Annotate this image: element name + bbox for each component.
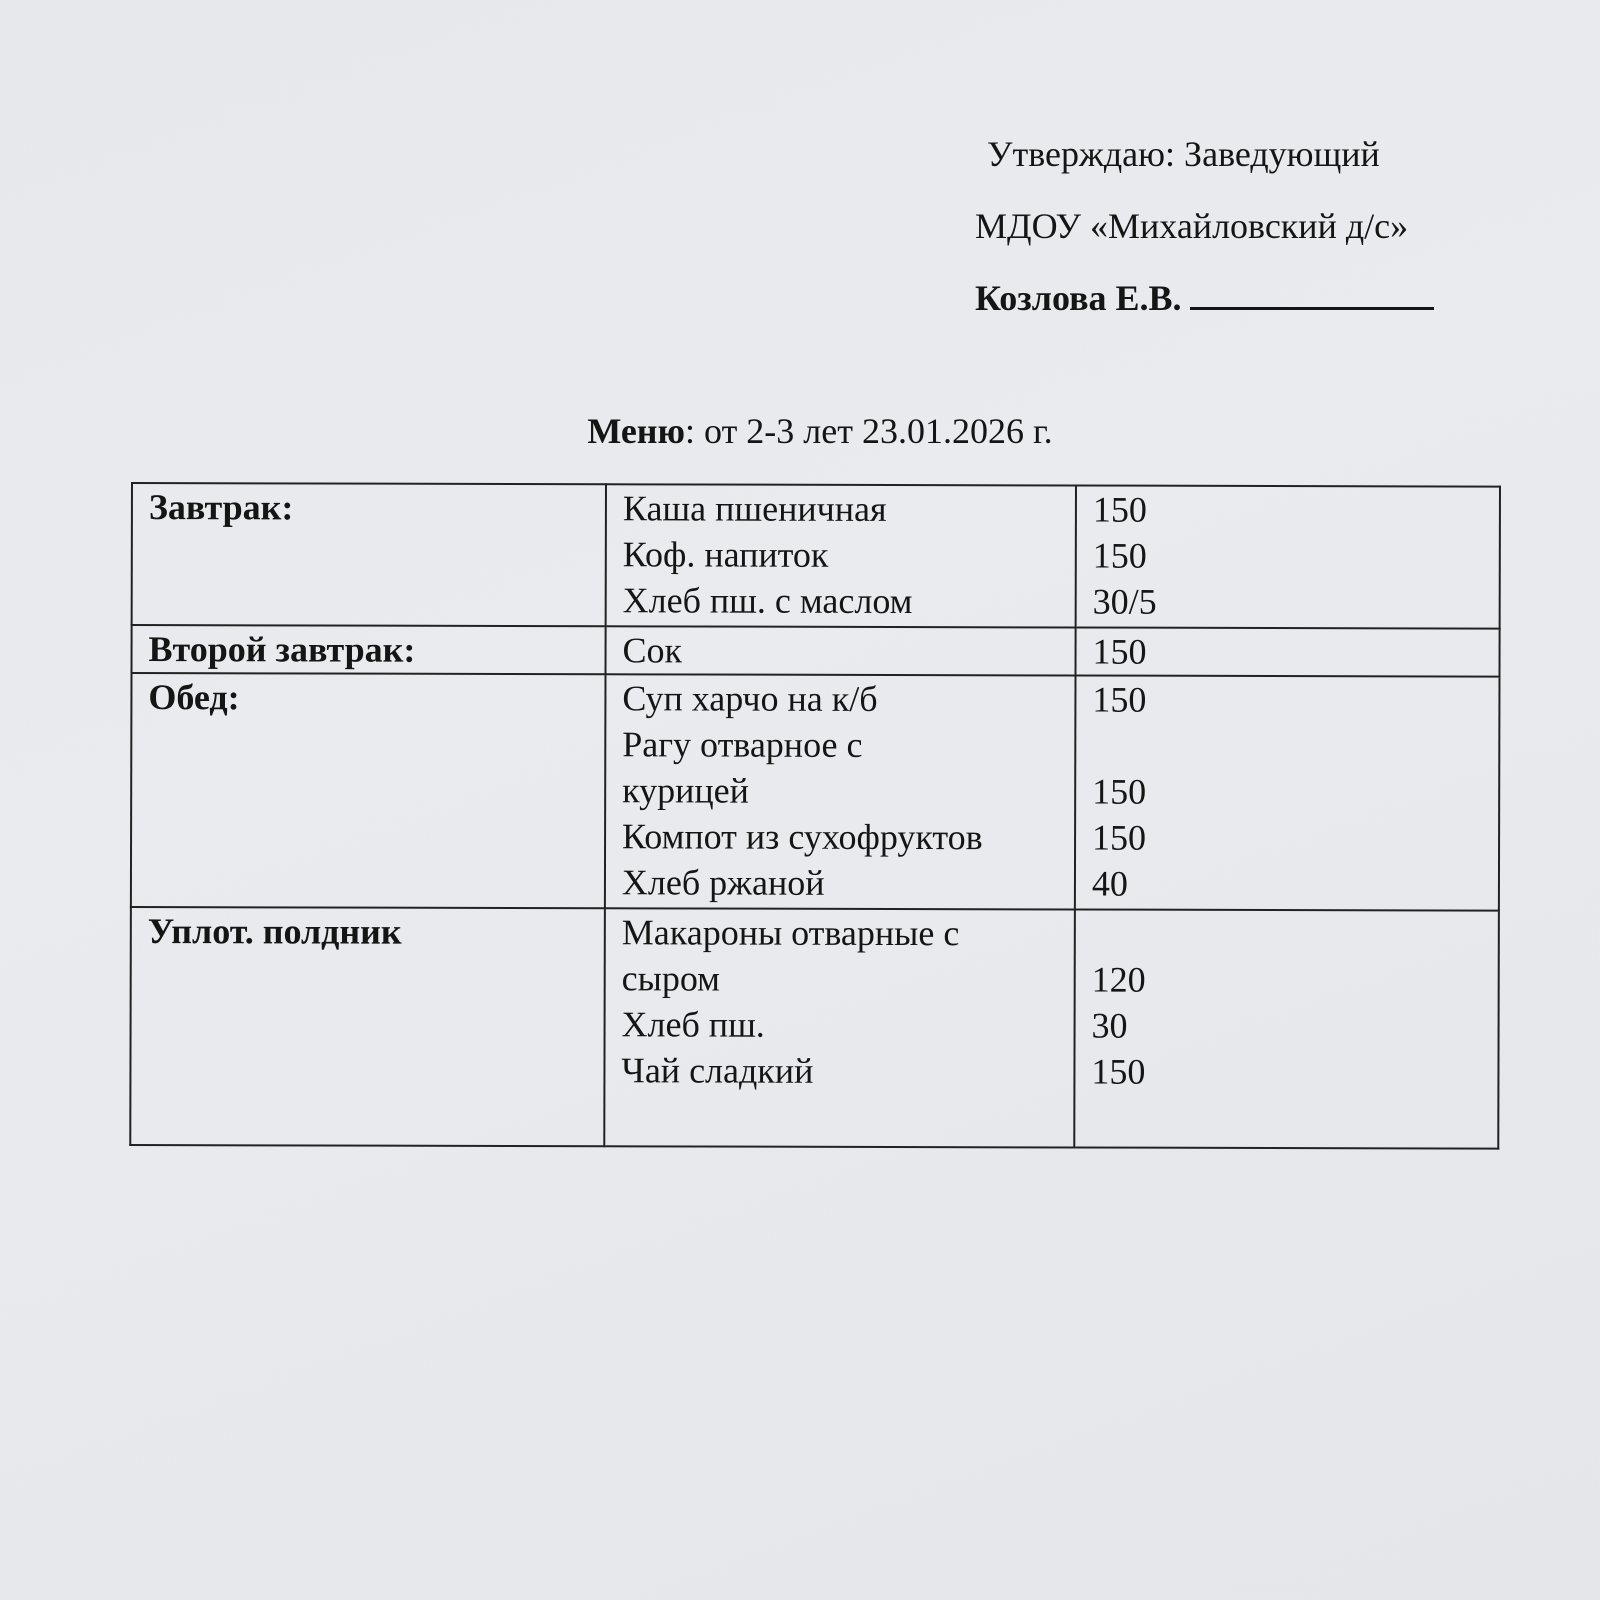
portion: 150: [1092, 771, 1147, 812]
portion: 150: [1091, 1051, 1146, 1092]
dish: Рагу отварное с: [622, 724, 863, 765]
dish: сыром: [621, 958, 721, 999]
dishes-cell: [605, 674, 1076, 909]
dish: Хлеб ржаной: [621, 862, 825, 903]
portion: 30: [1091, 1005, 1128, 1046]
dishes-cell: [606, 484, 1076, 627]
menu-title-label: Меню: [587, 411, 686, 451]
portion: 120: [1091, 959, 1146, 1000]
portion: 30/5: [1092, 581, 1157, 622]
table-row-second-breakfast: [131, 625, 1499, 677]
table-row-breakfast: [132, 483, 1500, 629]
meal-name: Завтрак:: [132, 483, 606, 626]
dish: курицей: [622, 770, 750, 811]
dish: Хлеб пш. с маслом: [622, 580, 913, 622]
portion: 40: [1091, 863, 1129, 904]
meal-name: Уплот. полдник: [130, 907, 605, 1146]
portions-cell: [1076, 485, 1500, 628]
portion: 150: [1092, 679, 1147, 720]
signatory-name: Козлова Е.В.: [975, 278, 1182, 318]
dish: Каша пшеничная: [622, 488, 887, 529]
dish: Суп харчо на к/б: [622, 678, 878, 719]
dish: Чай сладкий: [621, 1050, 814, 1091]
menu-table: [129, 482, 1501, 1150]
table-row-lunch: [131, 673, 1500, 911]
meal-name: Обед:: [131, 673, 606, 908]
dishes-cell: [604, 908, 1075, 1147]
portion: 150: [1092, 489, 1147, 530]
approval-signatory: [975, 262, 1495, 334]
menu-title-details: : от 2-3 лет 23.01.2026 г.: [685, 411, 1053, 451]
dishes-cell: [605, 626, 1075, 675]
portions-cell: [1075, 675, 1500, 910]
portion-spacer: [1092, 723, 1498, 770]
portion-spacer: [1092, 911, 1498, 958]
meal-name: Второй завтрак:: [131, 625, 605, 674]
approval-line-1: Утверждаю: Заведующий: [987, 134, 1380, 174]
table-row-snack: [130, 907, 1499, 1149]
signature-line: [1190, 279, 1434, 310]
portion: 150: [1092, 535, 1147, 576]
dish: Компот из сухофруктов: [622, 816, 983, 858]
approval-line-2: МДОУ «Михайловский д/с»: [975, 206, 1409, 246]
portion: 150: [1092, 817, 1147, 858]
dish: Макароны отварные с: [621, 912, 960, 954]
dish: Коф. напиток: [622, 534, 829, 575]
portions-cell: [1074, 909, 1499, 1148]
portions-cell: [1075, 627, 1499, 676]
dish: Хлеб пш.: [621, 1004, 765, 1045]
dish: Сок: [622, 630, 683, 671]
portion: 150: [1092, 631, 1147, 672]
menu-title: [0, 410, 1600, 452]
approval-block: [975, 118, 1495, 334]
